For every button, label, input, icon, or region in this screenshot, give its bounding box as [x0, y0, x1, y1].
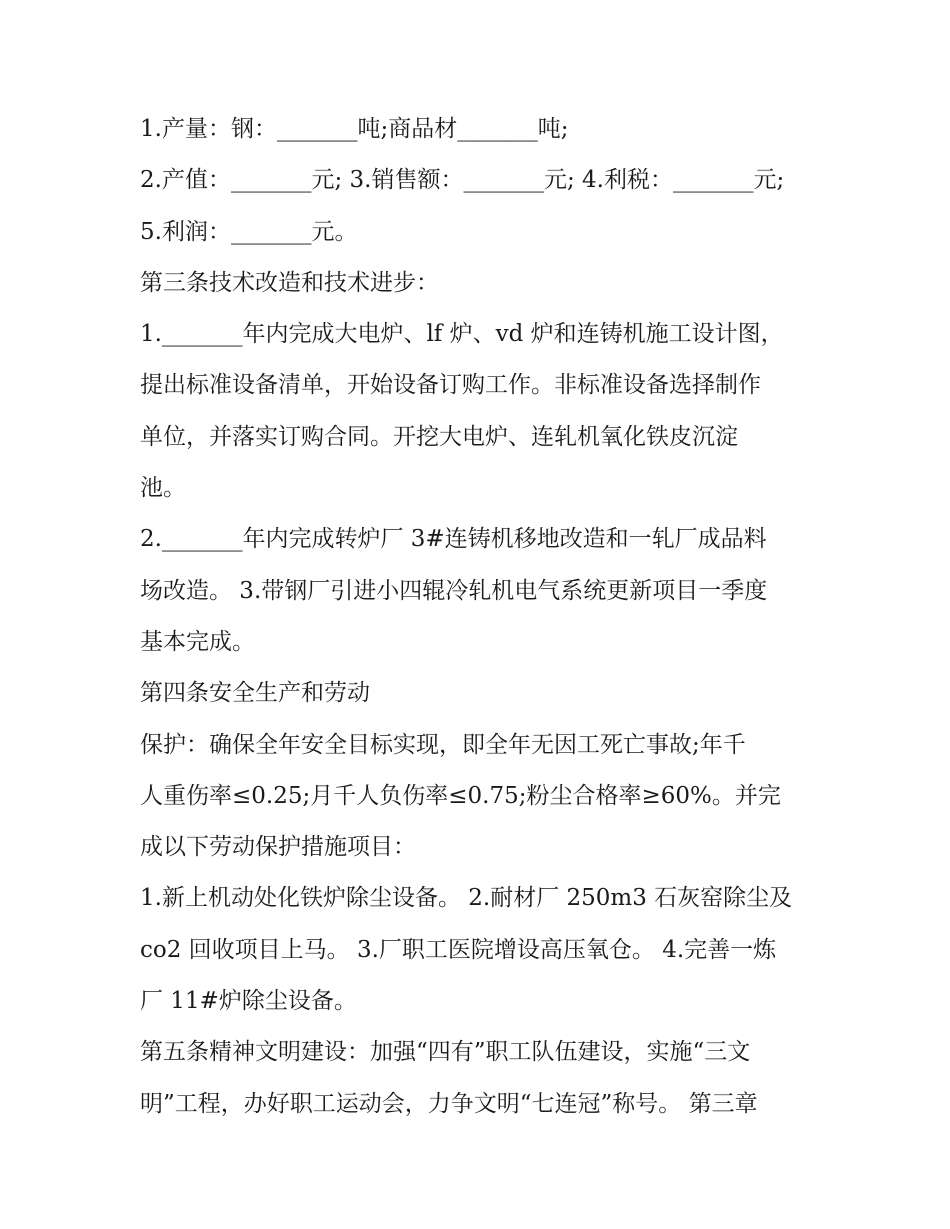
text-line-5: 1._______年内完成大电炉、lf 炉、vd 炉和连铸机施工设计图， — [140, 321, 784, 348]
text-line-20: 明”工程，办好职工运动会，力争文明“七连冠”称号。 第三章 — [140, 1090, 758, 1117]
section-heading-article-3: 第三条技术改造和技术进步： — [140, 269, 439, 296]
section-heading-article-5: 第五条精神文明建设：加强“四有”职工队伍建设，实施“三文 — [140, 1039, 751, 1066]
text-line-2: 2.产值：_______元; 3.销售额：_______元; 4.利税：_______元; — [140, 167, 785, 194]
section-heading-article-4: 第四条安全生产和劳动 — [140, 680, 370, 707]
document-body — [140, 104, 820, 1130]
text-line-6: 提出标准设备清单，开始设备订购工作。非标准设备选择制作 — [140, 372, 761, 399]
text-line-15: 成以下劳动保护措施项目： — [140, 834, 416, 861]
text-line-1: 1.产量：钢：_______吨;商品材_______吨; — [140, 116, 569, 142]
text-line-16: 1.新上机动处化铁炉除尘设备。 2.耐材厂 250m3 石灰窑除尘及 — [140, 885, 793, 912]
text-line-7: 单位，并落实订购合同。开挖大电炉、连轧机氧化铁皮沉淀 — [140, 423, 738, 450]
text-line-9: 2._______年内完成转炉厂 3#连铸机移地改造和一轧厂成品料 — [140, 526, 767, 553]
text-line-18: 厂 11#炉除尘设备。 — [140, 988, 357, 1015]
text-line-10: 场改造。 3.带钢厂引进小四辊冷轧机电气系统更新项目一季度 — [140, 577, 768, 604]
text-line-8: 池。 — [140, 475, 186, 502]
text-line-14: 人重伤率≤0.25;月千人负伤率≤0.75;粉尘合格率≥60%。并完 — [140, 782, 781, 809]
text-line-17: co2 回收项目上马。 3.厂职工医院增设高压氧仓。 4.完善一炼 — [140, 936, 777, 963]
text-line-11: 基本完成。 — [140, 628, 255, 655]
text-line-13: 保护：确保全年安全目标实现，即全年无因工死亡事故;年千 — [140, 731, 746, 758]
text-line-3: 5.利润：_______元。 — [140, 218, 358, 245]
